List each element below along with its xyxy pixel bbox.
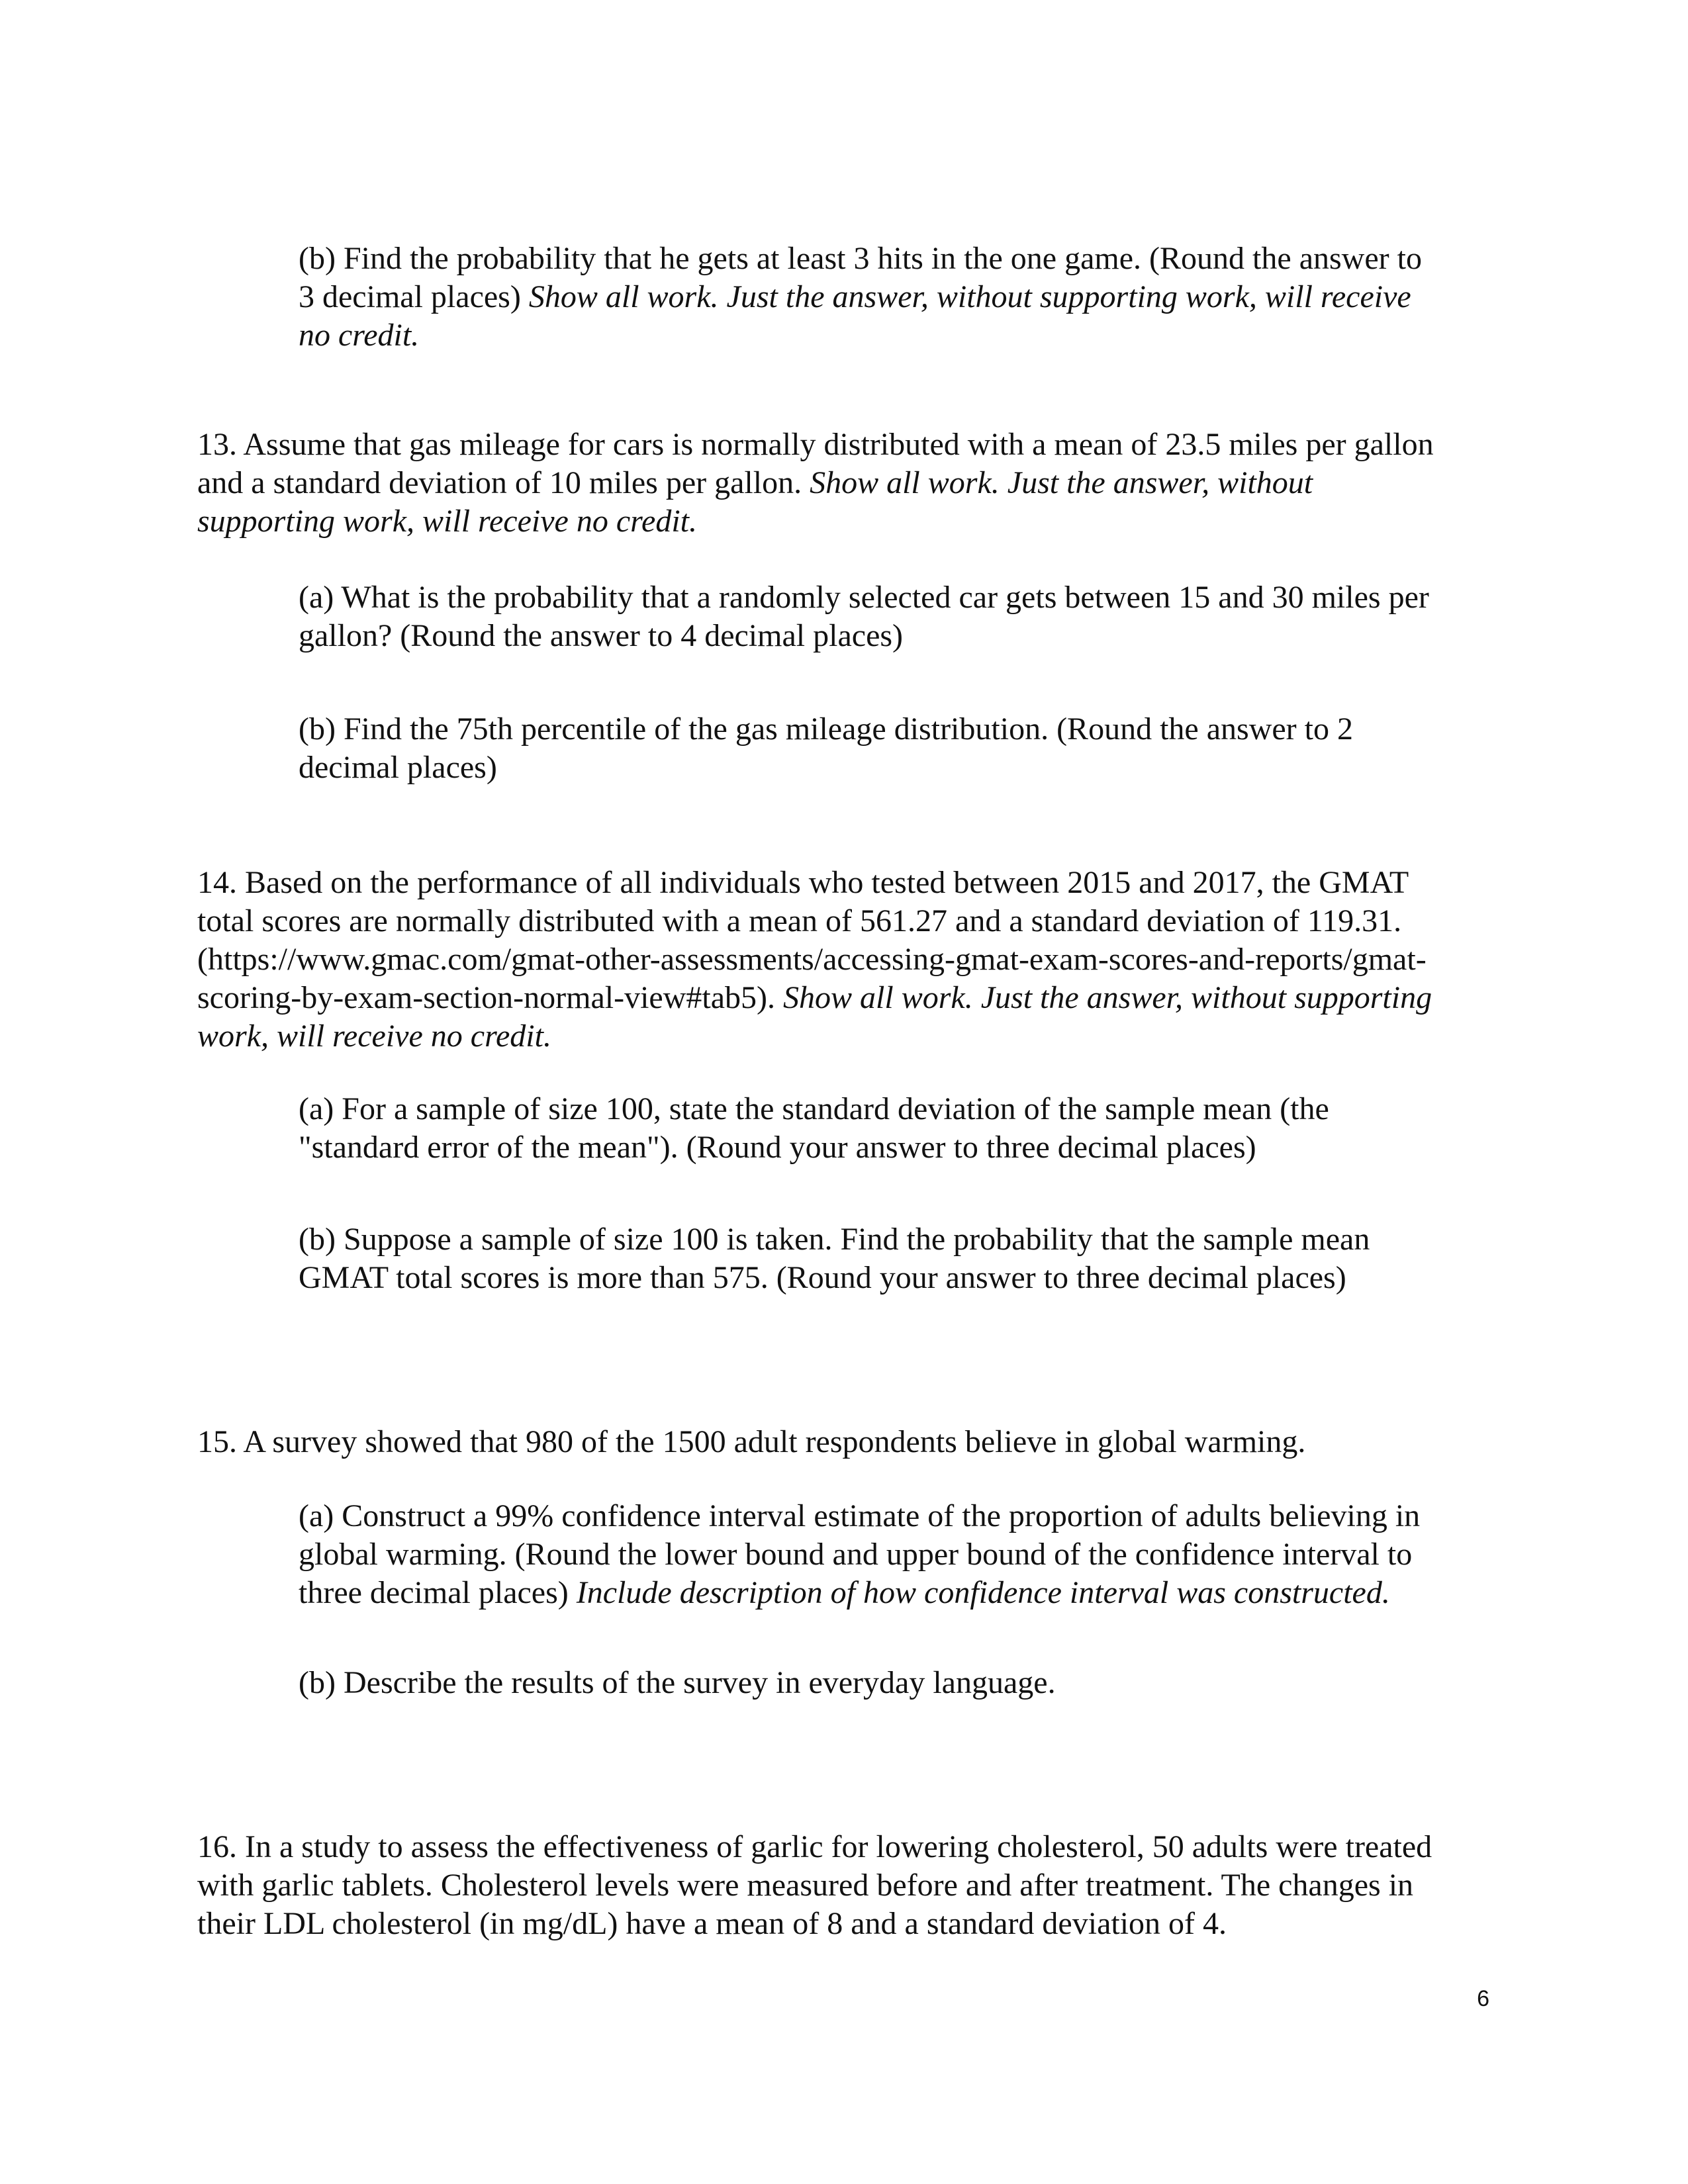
text-line: (a) What is the probability that a randomly selected car gets between 15 and 30 miles per: [299, 580, 1429, 615]
question-12b: [299, 240, 1517, 355]
text-line: [197, 464, 1515, 502]
question-14: [197, 864, 1515, 1056]
instruction-text: Include description of how confidence interval was constructed.: [576, 1575, 1390, 1610]
text-line: (b) Find the probability that he gets at least 3 hits in the one game. (Round the answer to: [299, 241, 1422, 276]
text-span: three decimal places): [299, 1575, 577, 1610]
text-line: (a) For a sample of size 100, state the standard deviation of the sample mean (the: [299, 1091, 1329, 1126]
question-14a: [299, 1090, 1517, 1167]
text-line: their LDL cholesterol (in mg/dL) have a mean of 8 and a standard deviation of 4.: [197, 1906, 1227, 1941]
text-line: GMAT total scores is more than 575. (Round your answer to three decimal places): [299, 1260, 1346, 1295]
page-number: 6: [1477, 1986, 1489, 2011]
text-line: (a) Construct a 99% confidence interval estimate of the proportion of adults believing in: [299, 1498, 1421, 1533]
text-line: 15. A survey showed that 980 of the 1500 adult respondents believe in global warming.: [197, 1424, 1306, 1459]
text-line: "standard error of the mean"). (Round your answer to three decimal places): [299, 1130, 1256, 1165]
text-span: 3 decimal places): [299, 279, 529, 314]
question-15b: [299, 1664, 1517, 1702]
text-line: gallon? (Round the answer to 4 decimal places): [299, 618, 904, 653]
question-15a: [299, 1497, 1517, 1612]
text-line: [299, 1574, 1517, 1612]
question-14b: [299, 1220, 1517, 1297]
text-line: (b) Find the 75th percentile of the gas mileage distribution. (Round the answer to 2: [299, 711, 1353, 747]
url-text: scoring-by-exam-section-normal-view#tab5).: [197, 980, 784, 1015]
text-line: total scores are normally distributed with a mean of 561.27 and a standard deviation of 119.31.: [197, 903, 1402, 938]
instruction-text: no credit.: [299, 318, 420, 353]
question-16: [197, 1828, 1515, 1943]
question-15: [197, 1423, 1515, 1461]
text-line: (b) Suppose a sample of size 100 is taken. Find the probability that the sample mean: [299, 1222, 1370, 1257]
question-13: [197, 426, 1515, 541]
text-line: global warming. (Round the lower bound and upper bound of the confidence interval to: [299, 1537, 1413, 1572]
question-13a: [299, 578, 1517, 655]
instruction-text: Show all work. Just the answer, without: [810, 465, 1313, 500]
text-line: (b) Describe the results of the survey in everyday language.: [299, 1665, 1056, 1700]
text-line: 13. Assume that gas mileage for cars is normally distributed with a mean of 23.5 miles per gallon: [197, 427, 1434, 462]
text-line: with garlic tablets. Cholesterol levels were measured before and after treatment. The changes in: [197, 1868, 1414, 1903]
instruction-text: work, will receive no credit.: [197, 1019, 551, 1054]
text-line: 16. In a study to assess the effectiveness of garlic for lowering cholesterol, 50 adults were treated: [197, 1829, 1432, 1864]
instruction-text: Show all work. Just the answer, without supporting work, will receive: [528, 279, 1411, 314]
text-line: decimal places): [299, 750, 497, 785]
instruction-text: Show all work. Just the answer, without supporting: [783, 980, 1432, 1015]
text-line: 14. Based on the performance of all individuals who tested between 2015 and 2017, the GMAT: [197, 865, 1409, 900]
text-span: and a standard deviation of 10 miles per gallon.: [197, 465, 810, 500]
question-13b: [299, 710, 1517, 787]
instruction-text: supporting work, will receive no credit.: [197, 504, 697, 539]
text-line: [197, 979, 1515, 1017]
text-line: [299, 278, 1517, 316]
url-text: (https://www.gmac.com/gmat-other-assessments/accessing-gmat-exam-scores-and-reports/gmat-: [197, 942, 1427, 977]
